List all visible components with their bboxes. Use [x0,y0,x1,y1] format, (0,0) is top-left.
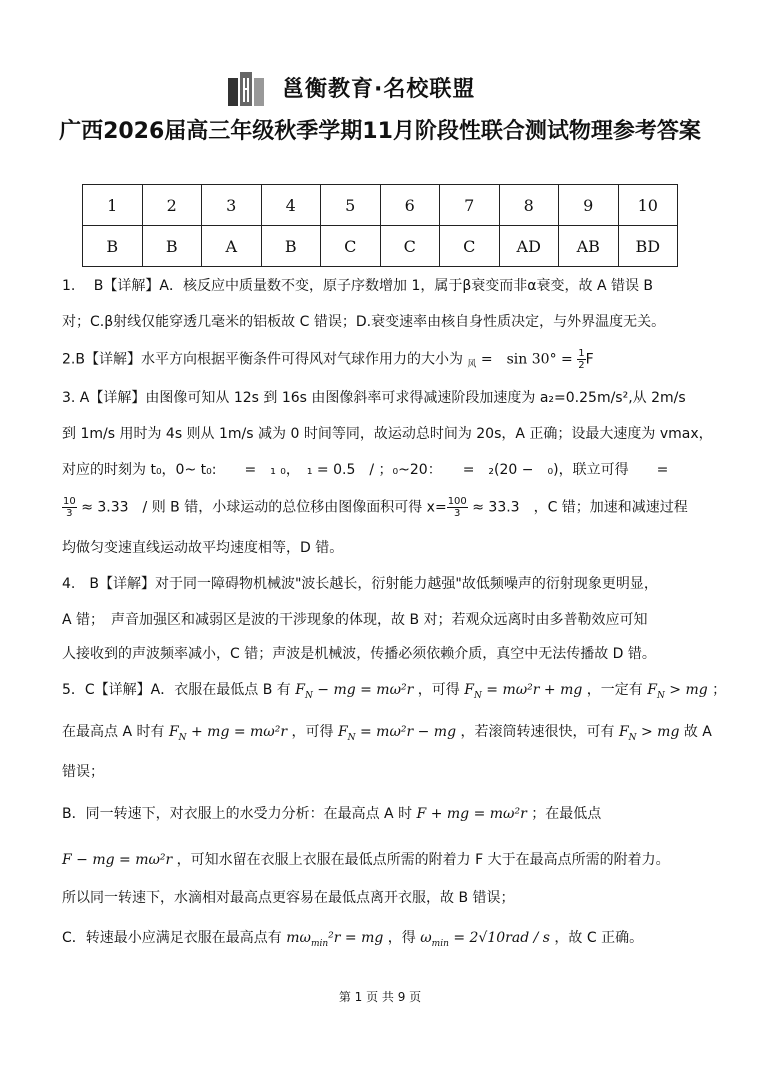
table-cell: 8 [499,185,559,226]
formula-water-top: F + mg = mω²r [416,806,527,822]
min-subscript: min [431,938,449,949]
answer-5-text-c: ，一定有 [586,682,643,698]
answer-3-text-b: ≈ 33.3 ，C 错；加速和减速过程 [472,499,688,516]
formula-rhs: ²r = mg [328,930,384,946]
page-footer: 第 1 页 共 9 页 [338,990,422,1004]
force-symbol: F [464,682,474,698]
formula-rhs: = 2√10rad / s [448,930,550,946]
formula-rhs: = mω²r + mg [481,682,583,698]
table-cell: B [83,226,143,267]
answer-5-text-j: ；在最低点 [531,806,602,822]
answer-3-line-3: 对应的时刻为 t₀，0~ t₀: = ₁ ₀， ₁ = 0.5 / ；₀~20： = ₂(20 − ₀)，联立可得 = [62,462,669,478]
min-subscript: min [310,938,329,949]
answer-1-line-1: 1. B【详解】A．核反应中质量数不变，原子序数增加 1，属于β衰变而非α衰变，故 A 错误 B [62,278,654,294]
formula-fn-bottom [295,682,414,701]
normal-subscript: N [628,732,637,743]
answer-5-text-d: ； [712,682,727,698]
table-cell: C [380,226,440,267]
answer-4-line-1: 4. B【详解】对于同一障碍物机械波"波长越长，衍射能力越强"故低频噪声的衍射现象更明显， [62,576,658,592]
answer-5-line-6: 所以同一转速下，水滴相对最高点更容易在最低点离开衣服，故 B 错误； [62,890,515,906]
table-cell: BD [618,226,678,267]
answer-5-line-7 [62,928,643,954]
table-cell: 10 [618,185,678,226]
table-cell: B [142,226,202,267]
formula-fn-greater [647,682,708,701]
answer-table [82,184,678,267]
table-cell: 2 [142,185,202,226]
answer-5-text-h: 故 A [683,724,712,740]
table-cell: C [440,226,500,267]
force-symbol: F [585,351,594,368]
table-cell: AD [499,226,559,267]
document-title: 广西2026届高三年级秋季学期11月阶段性联合测试物理参考答案 [59,119,701,144]
answer-5-line-2 [62,722,712,748]
answer-1-line-2: 对；C.β射线仅能穿透几毫米的铝板故 C 错误；D.衰变速率由核自身性质决定，与外界温度无关。 [62,314,666,330]
table-cell: 9 [559,185,619,226]
normal-subscript: N [347,732,356,743]
table-cell: C [321,226,381,267]
answer-2-line [62,348,594,375]
normal-subscript: N [473,690,482,701]
formula-fn-top [168,724,288,743]
table-cell: A [202,226,262,267]
answer-3-line-2: 到 1m/s 用时为 4s 则从 1m/s 减为 0 时间等同，故运动总时间为 20s，A 正确；设最大速度为 vmax， [62,426,713,442]
formula-rhs: > mg [636,724,680,740]
normal-subscript: N [178,732,187,743]
formula-omega-min [420,930,550,949]
answer-5-line-3: 错误； [62,764,104,780]
table-cell: 4 [261,185,321,226]
formula-m-omega: mω [286,930,311,946]
answer-5-text-k: ，可知水留在衣服上衣服在最低点所需的附着力 F 大于在最高点所需的附着力。 [176,852,670,868]
answer-3-line-5: 均做匀变速直线运动故平均速度相等，D 错。 [62,540,344,556]
table-cell: 7 [440,185,500,226]
fraction-numerator: 1 [578,348,585,359]
table-cell: 3 [202,185,262,226]
answer-2-formula: = sin 30° = [480,351,573,368]
answer-3-text-a: ≈ 3.33 / 则 B 错，小球运动的总位移由图像面积可得 x= [81,499,447,516]
table-cell: 1 [83,185,143,226]
table-row-numbers [83,185,678,226]
fraction-numerator: 10 [63,496,76,507]
wind-subscript: 风 [467,359,477,370]
fraction-hundred-thirds [447,496,468,519]
answer-5-text-a: 5．C【详解】A．衣服在最低点 B 有 [62,682,291,698]
table-cell: AB [559,226,619,267]
answer-3-line-4 [62,496,688,519]
answer-5-text-e: 在最高点 A 时有 [62,724,165,740]
force-symbol: F [618,724,629,740]
formula-water-bottom: F − mg = mω²r [62,852,173,868]
force-symbol: F [337,724,348,740]
answer-5-text-n: ，故 C 正确。 [554,930,644,946]
table-cell: 5 [321,185,381,226]
fraction-ten-thirds [62,496,77,519]
table-cell: 6 [380,185,440,226]
omega-symbol: ω [420,930,432,946]
formula-fn-result [464,682,583,701]
force-symbol: F [168,724,179,740]
answer-2-text: 2.B【详解】水平方向根据平衡条件可得风对气球作用力的大小为 [62,351,463,368]
brand-header [0,66,760,110]
normal-subscript: N [656,690,665,701]
answer-5-text-b: ，可得 [417,682,460,698]
fraction-numerator: 100 [447,496,467,507]
formula-rhs: = mω²r − mg [355,724,457,740]
fraction-denominator: 3 [66,508,73,519]
fraction-denominator: 3 [454,508,461,519]
formula-fn-top-result [337,724,457,743]
normal-subscript: N [304,690,313,701]
answer-5-text-f: ，可得 [291,724,334,740]
answer-5-line-4 [62,804,601,824]
fraction-half [577,348,585,371]
force-symbol: F [295,682,305,698]
formula-fn-top-greater [618,724,680,743]
formula-min-speed [286,930,384,949]
table-row-answers [83,226,678,267]
answer-5-text-i: B．同一转速下，对衣服上的水受力分析：在最高点 A 时 [62,806,413,822]
answer-5-text-m: ，得 [387,930,416,946]
force-symbol: F [647,682,657,698]
brand-logo-icon [224,68,268,108]
answer-4-line-2: A 错； 声音加强区和减弱区是波的干涉现象的体现，故 B 对；若观众远离时由多普勒效应可知 [62,612,648,628]
fraction-denominator: 2 [578,360,585,371]
answer-4-line-3: 人接收到的声波频率减小，C 错；声波是机械波，传播必须依赖介质，真空中无法传播故 D 错。 [62,646,656,662]
formula-rhs: > mg [664,682,708,698]
answer-5-text-l: C．转速最小应满足衣服在最高点有 [62,930,282,946]
answer-3-line-1: 3. A【详解】由图像可知从 12s 到 16s 由图像斜率可求得减速阶段加速度为 a₂=0.25m/s²,从 2m/s [62,390,686,406]
formula-rhs: + mg = mω²r [186,724,288,740]
answer-5-line-5 [62,850,670,870]
formula-rhs: − mg = mω²r [312,682,414,698]
answer-5-text-g: ，若滚筒转速很快，可有 [460,724,615,740]
brand-name: 邕衡教育·名校联盟 [282,77,476,102]
answer-5-line-1 [62,680,726,706]
table-cell: B [261,226,321,267]
